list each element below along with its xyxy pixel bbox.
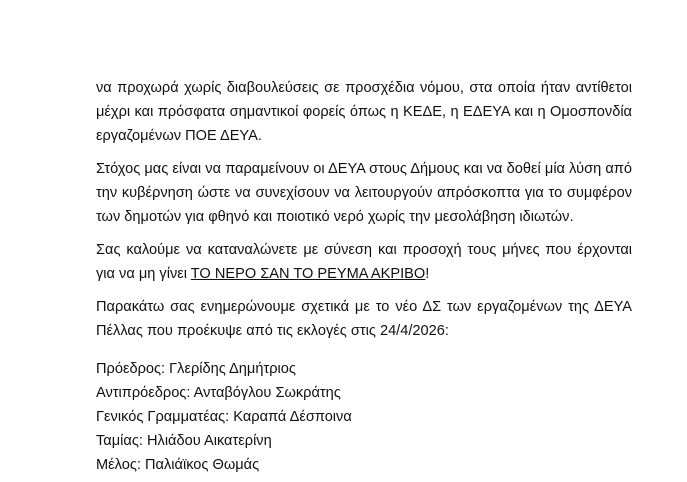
board-member-vice-president: Αντιπρόεδρος: Ανταβόγλου Σωκράτης [96,385,341,401]
board-member-member: Μέλος: Παλιάϊκος Θωμάς [96,457,260,473]
appeal-exclamation: ! [425,266,430,282]
paragraph-goal: Στόχος μας είναι να παραμείνουν οι ΔΕΥΑ στους Δήμους και να δοθεί μία λύση από την κυβέρνηση ώστε να συνεχίσουν να λειτουργούν απρόσκοπτα για το συμφέρον των δημοτών για φθηνό και ποιοτικό νερό χωρίς την μεσολάβηση ιδιωτών. [96,161,632,225]
appeal-underlined-slogan: ΤΟ ΝΕΡΟ ΣΑΝ ΤΟ ΡΕΥΜΑ ΑΚΡΙΒΟ [190,266,426,282]
board-member-president: Πρόεδρος: Γλερίδης Δημήτριος [96,361,296,377]
board-member-secretary: Γενικός Γραμματέας: Καραπά Δέσποινα [96,409,352,425]
appeal-text: Σας καλούμε να καταναλώνετε με σύνεση και προσοχή τους μήνες που έρχονται για να μη γίνει [96,242,632,282]
paragraph-appeal [96,238,632,286]
board-member-treasurer: Ταμίας: Ηλιάδου Αικατερίνη [96,433,272,449]
paragraph-consultation: να προχωρά χωρίς διαβουλεύσεις σε προσχέδια νόμου, στα οποία ήταν αντίθετοι μέχρι και πρόσφατα σημαντικοί φορείς όπως η ΚΕΔΕ, η ΕΔΕΥΑ και η Ομοσπονδία εργαζομένων ΠΟΕ ΔΕΥΑ. [96,80,632,144]
paragraph-board-intro: Παρακάτω σας ενημερώνουμε σχετικά με το νέο ΔΣ των εργαζομένων της ΔΕΥΑ Πέλλας που προέκυψε από τις εκλογές στις 24/4/2026: [96,299,632,339]
board-members-list [96,357,632,477]
document-body [96,76,632,477]
